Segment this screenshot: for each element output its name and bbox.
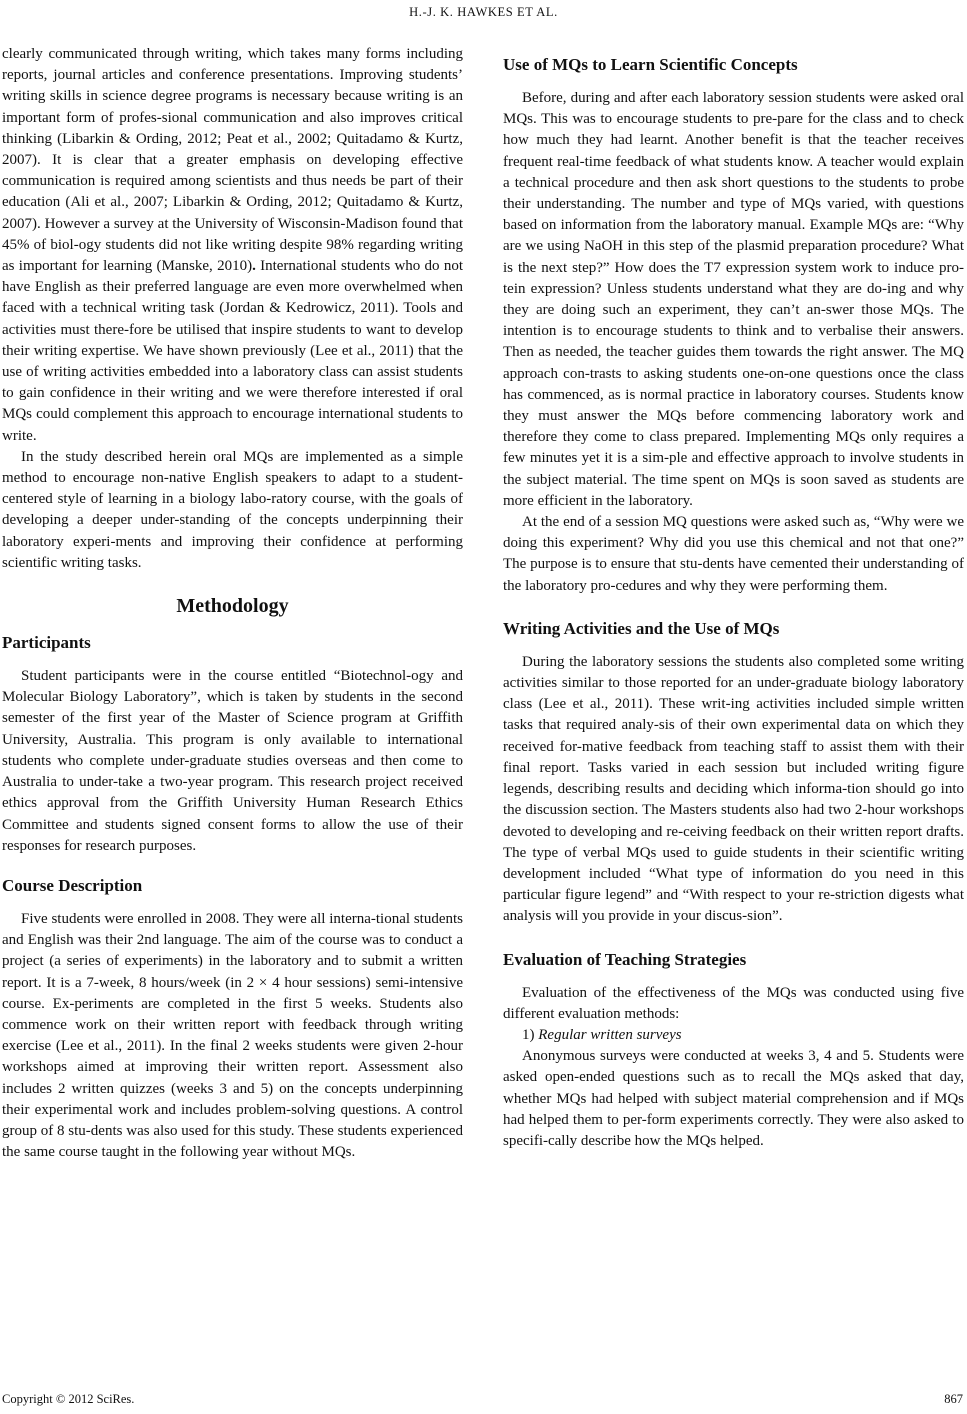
evaluation-heading: Evaluation of Teaching Strategies (503, 949, 747, 969)
course-description-paragraph: Five students were enrolled in 2008. They were all interna-tional students and English was their 2nd language. The aim of the course was to conduct a project (a series of experiments) in the laboratory and to submit a written report. It is a 7-week, 8 hours/week (in 2 × 4 hour sessions) semi-intensive course. Ex-periments are completed in the first 5 weeks. Students also commence work on their written report with feedback through writing exercise (Lee et al., 2011). In the final 2 weeks students were given 2-hour workshops aimed at improving their written report. Assessment also includes 2 written quizzes (weeks 3 and 5) on the concepts underpinning their experimental work and includes problem-solving questions. A control group of 8 stu-dents was also used for this study. These students experienced the same course taught in the following year without MQs. (2, 910, 463, 1161)
use-of-mqs-paragraph-1: Before, during and after each laboratory session students were asked oral MQs. This was to encourage students to pre-pare for the class and to check how much they had learnt. Another benefit is that the teacher receives frequent real-time feedback of what students know. A teacher would explain a technical procedure and then ask short questions to the students to probe their understanding. The number and type of MQs varied, with questions based on information from the laboratory manual. Example MQs are: “Why are we using NaOH in this step of the plasmid preparation procedure? What is the next step?” How does the T7 expression system work to induce pro-tein expression? Unless students understand what they are do-ing and why they are doing such an experiment, they can’t an-swer those MQs. The intention is to encourage students to think and to verbalise their answers. Then as needed, the teacher guides them towards the right answer. The MQ approach con-trasts to asking students one-on-one questions once the class has commenced, as is normal practice in laboratory courses. Students know they must answer the MQs before commencing laboratory work and therefore they come to class prepared. Implementing MQs only requires a few minutes yet it is a sim-ple and effective approach to involve students in the subject material. The time spent on MQs is soon saved as students are more efficient in the laboratory. (503, 90, 964, 509)
intro-paragraph-1-part-a: clearly communicated through writing, which takes many forms including reports, journal articles and conference presentations. Improving students’ writing skills in science degree programs is necessary because writing is an important form of profes-sional communication and also improves critical thinking (Libarkin & Ording, 2012; Peat et al., 2002; Quitadamo & Kurtz, 2007). It is clear that a greater emphasis on developing effective communication is required among scientists and thus needs be part of their education (Ali et al., 2007; Libarkin & Ording, 2012; Quitadamo & Kurtz, 2007). However a survey at the University of Wisconsin-Madison found that 45% of biol-ogy students did not like writing despite 98% regarding writing as important for learning (Manske, 2010) (2, 46, 463, 275)
left-column (2, 44, 463, 1163)
right-column (503, 54, 964, 1152)
methodology-heading: Methodology (176, 595, 289, 618)
survey-subheading (503, 1025, 964, 1046)
intro-paragraph-1-part-b: International students who do not have English as their preferred language are even more overwhelmed when faced with a technical writing task (Jordan & Kedrowicz, 2011). Tools and activities must there-fore be utilised that inspire students to want to develop their writing expertise. We have shown previously (Lee et al., 2011) that the use of writing activities embedded into a laboratory class can assist students to gain confidence in their writing and we were therefore interested if oral MQs could complement this approach to encourage international students to write. (2, 258, 463, 444)
copyright-footer: Copyright © 2012 SciRes. (2, 1392, 135, 1406)
intro-paragraph-1-period: . (252, 258, 256, 275)
writing-activities-paragraph: During the laboratory sessions the students also completed some writing activities similar to those reported for an under-graduate biology laboratory class (Lee et al., 2011). These writ-ing activities included simple written tasks that required analy-sis of their own experimental data on which they received for-mative feedback from teaching staff to assist them with their final report. Tasks varied in each session but included writing figure legends, describing results and deciding which informa-tion should go into the discussion section. The Masters students also had two 2-hour workshops devoted to developing and re-ceiving feedback on their written report drafts. The type of verbal MQs used to guide students in their scientific writing development included “What type of information do you need in this particular figure legend” and “With respect to your re-striction digests what analysis will you provide in your discus-sion”. (503, 653, 964, 925)
participants-paragraph: Student participants were in the course entitled “Biotechnol-ogy and Molecular Biology Laboratory”, which is taken by students in the second semester of the first year of the Master of Science program at Griffith University, Australia. This program is only available to international students who complete under-graduate studies overseas and then come to Australia to under-take a two-year program. This research project received ethics approval from the Griffith University Human Research Ethics Committee and students signed consent forms to allow the use of their responses for research purposes. (2, 668, 463, 854)
course-description-heading: Course Description (2, 875, 143, 895)
intro-paragraph-1 (2, 44, 463, 447)
running-head: H.-J. K. HAWKES ET AL. (409, 5, 558, 19)
participants-heading: Participants (2, 633, 91, 653)
writing-activities-heading: Writing Activities and the Use of MQs (503, 618, 780, 638)
use-of-mqs-paragraph-2: At the end of a session MQ questions were asked such as, “Why were we doing this experiment? Why did you use this chemical and not that one?” The purpose is to ensure that stu-dents have cemented their understanding of the laboratory pro-cedures and why they were performing them. (503, 514, 964, 594)
survey-title: Regular written surveys (538, 1026, 682, 1043)
intro-paragraph-2: In the study described herein oral MQs are implemented as a simple method to encourage non-native English speakers to adapt to a student-centered style of learning in a biology labo-ratory course, with the goals of developing a deeper under-standing of the concepts underpinning their laboratory experi-ments and improving their confidence at performing scientific writing tasks. (2, 448, 463, 571)
page-number: 867 (944, 1392, 963, 1406)
evaluation-paragraph: Evaluation of the effectiveness of the MQs was conducted using five different evaluation methods: (503, 984, 964, 1022)
survey-number: 1) (522, 1026, 539, 1043)
survey-paragraph: Anonymous surveys were conducted at weeks 3, 4 and 5. Students were asked open-ended questions such as to recall the MQs asked that day, whether MQs had helped with subject material comprehension and if MQs had helped them to per-form experiments correctly. They were also asked to specifi-cally describe how the MQs helped. (503, 1048, 964, 1149)
use-of-mqs-heading: Use of MQs to Learn Scientific Concepts (503, 55, 798, 74)
